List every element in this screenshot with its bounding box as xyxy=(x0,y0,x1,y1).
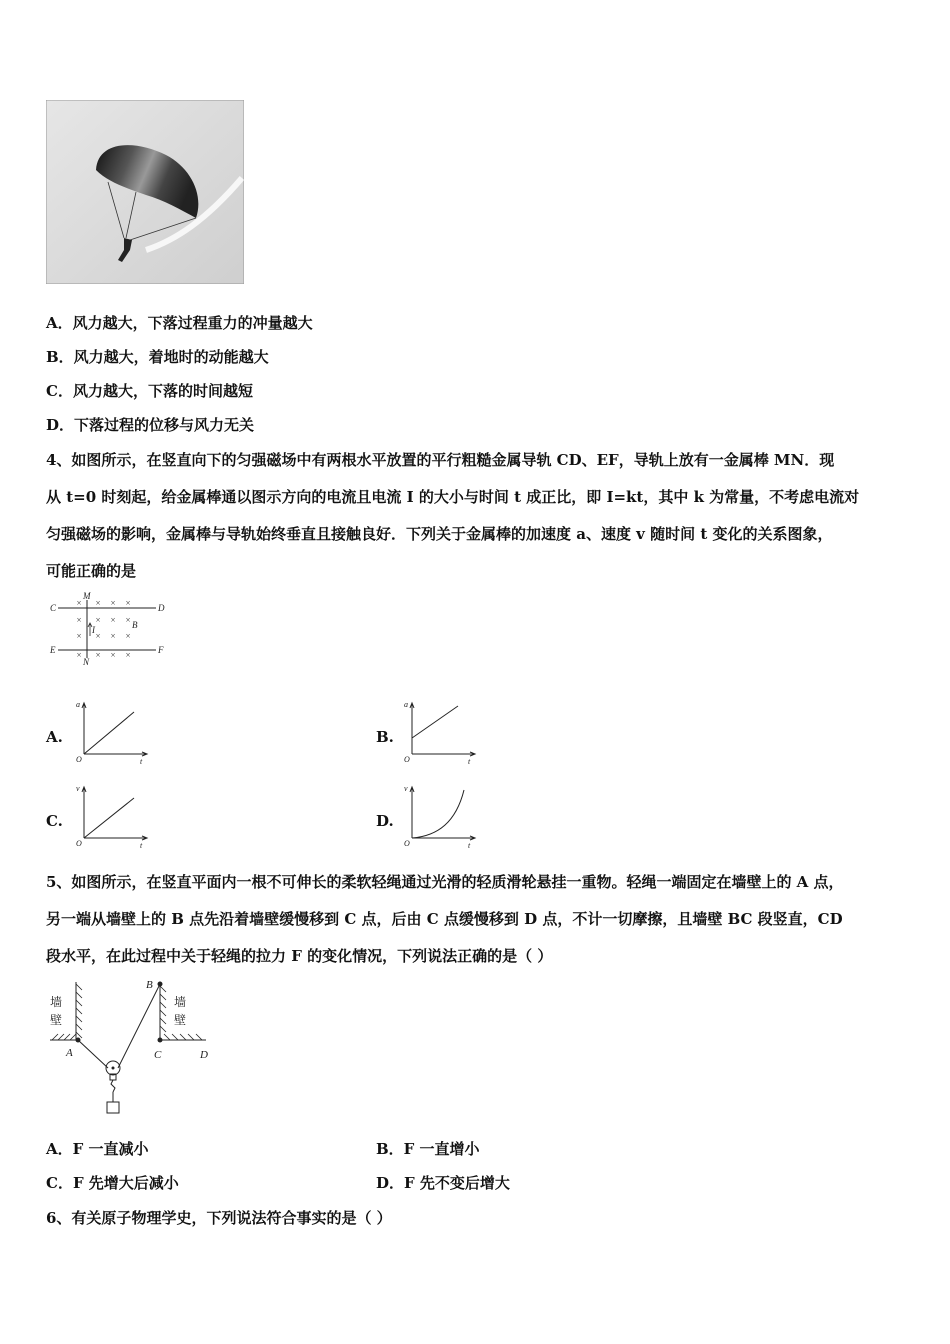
parachute-photo xyxy=(46,100,244,284)
q4-rail-diagram xyxy=(46,592,176,666)
svg-text:×: × xyxy=(76,650,82,660)
wall-left-char-1: 墙 xyxy=(50,995,63,1009)
graph-a-y-label: a xyxy=(76,700,80,709)
q4-graph-d xyxy=(400,782,480,850)
q6-stem: 6、有关原子物理学史，下列说法符合事实的是（ ） xyxy=(46,1209,392,1227)
q5-stem-line-2: 另一端从墙壁上的 B 点先沿着墙壁缓慢移到 C 点，后由 C 点缓慢移到 D 点，不计一切摩擦，且墙壁 BC 段竖直，CD xyxy=(46,910,843,928)
q4-option-a-label: A. xyxy=(46,728,63,746)
q4-graph-c xyxy=(72,782,152,850)
label-a: A xyxy=(66,1047,73,1059)
graph-c-origin: O xyxy=(76,839,82,848)
q4-graph-a xyxy=(72,698,152,766)
svg-text:×: × xyxy=(95,598,101,608)
label-n: N xyxy=(83,657,90,666)
svg-text:×: × xyxy=(110,631,116,641)
svg-text:×: × xyxy=(125,631,131,641)
q5-stem-line-1: 5、如图所示，在竖直平面内一根不可伸长的柔软轻绳通过光滑的轻质滑轮悬挂一重物。轻绳一端固定在墙壁上的 A 点， xyxy=(46,873,844,891)
graph-b-origin: O xyxy=(404,755,410,764)
label-e: E xyxy=(50,645,56,655)
svg-text:×: × xyxy=(95,631,101,641)
svg-text:×: × xyxy=(110,598,116,608)
wall-right-char-1: 墙 xyxy=(174,995,187,1009)
q3-option-a: A．风力越大，下落过程重力的冲量越大 xyxy=(46,314,313,332)
q3-option-b: B．风力越大，着地时的动能越大 xyxy=(46,348,269,366)
q4-stem-line-2: 从 t=0 时刻起，给金属棒通以图示方向的电流且电流 I 的大小与时间 t 成正比，即 I=kt，其中 k 为常量，不考虑电流对 xyxy=(46,488,860,506)
q4-stem-line-3: 匀强磁场的影响，金属棒与导轨始终垂直且接触良好．下列关于金属棒的加速度 a、速度 v 随时间 t 变化的关系图象， xyxy=(46,525,833,543)
graph-d-origin: O xyxy=(404,839,410,848)
q5-pulley-diagram xyxy=(44,978,220,1120)
q4-option-c-label: C. xyxy=(46,812,63,830)
q3-option-d: D．下落过程的位移与风力无关 xyxy=(46,416,255,434)
q5-option-a: A．F 一直减小 xyxy=(46,1140,149,1158)
svg-text:×: × xyxy=(110,615,116,625)
q5-option-c: C．F 先增大后减小 xyxy=(46,1174,179,1192)
q5-option-b: B．F 一直增小 xyxy=(376,1140,480,1158)
label-c: C xyxy=(50,603,57,613)
label-m: M xyxy=(83,592,91,601)
svg-text:×: × xyxy=(76,598,82,608)
q5-option-d: D．F 先不变后增大 xyxy=(376,1174,510,1192)
label-f: F xyxy=(158,645,164,655)
q4-stem-line-4: 可能正确的是 xyxy=(46,562,137,580)
wall-right-char-2: 壁 xyxy=(174,1013,187,1027)
graph-d-y-label: v xyxy=(404,784,408,793)
graph-b-x-label: t xyxy=(468,757,471,766)
svg-text:×: × xyxy=(110,650,116,660)
svg-text:×: × xyxy=(76,615,82,625)
q4-option-d-label: D. xyxy=(376,812,394,830)
q3-option-c: C．风力越大，下落的时间越短 xyxy=(46,382,253,400)
svg-text:×: × xyxy=(76,631,82,641)
graph-a-x-label: t xyxy=(140,757,143,766)
graph-d-x-label: t xyxy=(468,841,471,850)
svg-text:×: × xyxy=(125,615,131,625)
label-d: D xyxy=(200,1049,208,1061)
q5-stem-line-3: 段水平，在此过程中关于轻绳的拉力 F 的变化情况，下列说法正确的是（ ） xyxy=(46,947,553,965)
label-b: B xyxy=(132,620,138,630)
svg-text:×: × xyxy=(125,598,131,608)
label-d: D xyxy=(158,603,165,613)
q4-option-b-label: B. xyxy=(376,728,394,746)
graph-b-y-label: a xyxy=(404,700,408,709)
svg-text:×: × xyxy=(95,650,101,660)
graph-a-origin: O xyxy=(76,755,82,764)
graph-c-x-label: t xyxy=(140,841,143,850)
svg-text:×: × xyxy=(125,650,131,660)
label-i: I xyxy=(92,625,95,635)
svg-text:×: × xyxy=(95,615,101,625)
wall-left-char-2: 壁 xyxy=(50,1013,63,1027)
q4-graph-b xyxy=(400,698,480,766)
q4-stem-line-1: 4、如图所示，在竖直向下的匀强磁场中有两根水平放置的平行粗糙金属导轨 CD、EF，导轨上放有一金属棒 MN．现 xyxy=(46,451,835,469)
label-c: C xyxy=(154,1049,162,1061)
graph-c-y-label: v xyxy=(76,784,80,793)
label-b: B xyxy=(146,979,153,991)
